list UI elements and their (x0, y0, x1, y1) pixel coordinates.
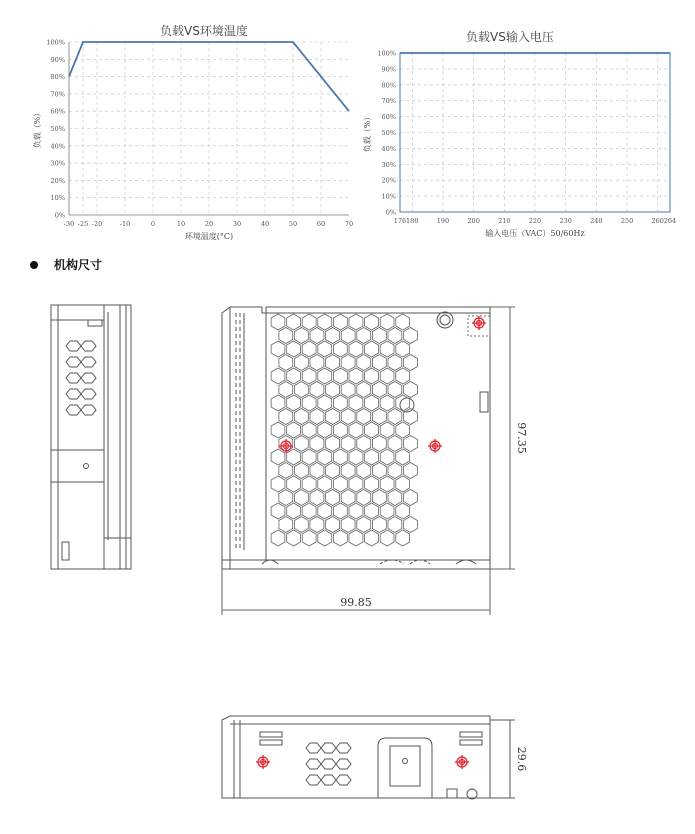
hex-vent (287, 395, 301, 411)
hex-vent (349, 449, 363, 465)
hex-vent (341, 490, 355, 506)
hex-vent (333, 395, 347, 411)
hex-vent (365, 476, 379, 492)
hex-vent (333, 449, 347, 465)
hex-vent (287, 530, 301, 546)
hex-vent (287, 314, 301, 330)
hex-vent (372, 382, 386, 398)
hex-vent (302, 395, 316, 411)
x-tick-label: 60 (316, 220, 326, 228)
mount-hole-icon (468, 316, 490, 336)
x-axis-label: 输入电压（VAC）50/60Hz (485, 229, 585, 238)
y-tick-label: 30% (381, 160, 396, 169)
hex-vent (318, 341, 332, 357)
hex-vent (333, 368, 347, 384)
x-tick-label: 20 (204, 220, 214, 228)
x-tick-label: 210 (498, 217, 511, 225)
hex-vent (357, 463, 371, 479)
hex-vent (326, 355, 340, 371)
x-tick-label: 264 (663, 217, 677, 225)
hex-vent (302, 341, 316, 357)
hex-vent (372, 328, 386, 344)
hex-vent (388, 463, 402, 479)
hex-vent (396, 368, 410, 384)
y-tick-label: 100% (46, 38, 65, 47)
hex-vent (349, 476, 363, 492)
hex-vent (326, 436, 340, 452)
hex-vent (318, 530, 332, 546)
y-tick-label: 50% (381, 129, 396, 137)
hex-vent (341, 463, 355, 479)
hex-vent (318, 476, 332, 492)
hex-vent (349, 341, 363, 357)
x-tick-label: 230 (559, 217, 572, 225)
hex-vent (357, 355, 371, 371)
side-hex-pattern (66, 341, 96, 415)
hex-vent (380, 503, 394, 519)
y-axis-label: 负载（%） (363, 112, 372, 153)
hex-vent (365, 530, 379, 546)
hex-vent (341, 355, 355, 371)
hex-vent (318, 314, 332, 330)
x-tick-label: 220 (528, 217, 542, 225)
x-axis-label: 环境温度(°C) (184, 232, 234, 241)
hex-vent (271, 368, 285, 384)
hex-vent (365, 449, 379, 465)
hex-vent (326, 409, 340, 425)
hex-vent (302, 503, 316, 519)
hex-vent (326, 490, 340, 506)
hex-vent (372, 463, 386, 479)
hex-vent (271, 341, 285, 357)
hex-vent (388, 409, 402, 425)
hex-vent (271, 530, 285, 546)
hex-vent (326, 517, 340, 533)
hex-vent (326, 463, 340, 479)
y-tick-label: 40% (50, 142, 65, 151)
hex-vent (349, 368, 363, 384)
hex-vent (380, 368, 394, 384)
dimension-width: 99.85 (340, 596, 372, 609)
y-tick-label: 10% (50, 194, 65, 203)
hex-vent (404, 355, 418, 371)
hex-vent (396, 503, 410, 519)
hex-vent (295, 517, 309, 533)
hex-vent (302, 476, 316, 492)
hex-vent (380, 422, 394, 438)
y-tick-label: 90% (381, 65, 396, 74)
hex-vent (404, 463, 418, 479)
y-axis-label: 负载（%） (33, 108, 42, 149)
hex-vent (341, 517, 355, 533)
x-tick-label: -25 (77, 220, 89, 228)
top-hex-pattern (306, 743, 351, 785)
hex-vent (396, 530, 410, 546)
hex-vent (310, 490, 324, 506)
y-tick-label: 40% (381, 144, 396, 153)
hex-vent (349, 314, 363, 330)
hex-vent (279, 517, 293, 533)
hex-vent (318, 368, 332, 384)
hex-vent (318, 503, 332, 519)
hex-vent (365, 422, 379, 438)
y-tick-label: 90% (50, 55, 65, 64)
x-tick-label: 10 (176, 220, 186, 228)
hex-vent (357, 490, 371, 506)
hex-vent (357, 382, 371, 398)
hex-vent (333, 314, 347, 330)
hex-vent (318, 449, 332, 465)
y-tick-label: 80% (381, 81, 396, 90)
hex-vent (287, 341, 301, 357)
hex-vent (271, 503, 285, 519)
hex-vent (388, 517, 402, 533)
chart2-title: 负载VS输入电压 (466, 30, 554, 44)
side-view (51, 305, 131, 569)
hex-vent (388, 355, 402, 371)
hex-vent (279, 355, 293, 371)
hex-vent (318, 395, 332, 411)
hex-vent (357, 328, 371, 344)
hex-vent (365, 314, 379, 330)
hex-vent (380, 395, 394, 411)
hex-vent (404, 436, 418, 452)
hex-vent (279, 463, 293, 479)
hex-vent (287, 449, 301, 465)
hex-vent (326, 328, 340, 344)
hex-vent (349, 530, 363, 546)
y-tick-label: 80% (50, 73, 65, 82)
hex-vent (372, 409, 386, 425)
hex-vent (349, 395, 363, 411)
hex-vent (302, 422, 316, 438)
y-tick-label: 10% (381, 192, 396, 201)
x-tick-label: -10 (119, 220, 131, 228)
hex-vent (279, 409, 293, 425)
load-vs-temperature-chart (0, 0, 370, 250)
hex-vent (365, 341, 379, 357)
load-vs-input-voltage-chart (355, 0, 695, 250)
hex-vent (349, 503, 363, 519)
hex-vent (295, 382, 309, 398)
chart1-title: 负载VS环境温度 (160, 24, 248, 38)
hex-vent (295, 409, 309, 425)
hex-vent (341, 436, 355, 452)
hex-vent (365, 395, 379, 411)
hex-vent (388, 490, 402, 506)
y-tick-label: 100% (377, 49, 396, 58)
hex-vent (295, 436, 309, 452)
hex-vent (310, 463, 324, 479)
y-tick-label: 20% (381, 176, 396, 185)
hex-vent (341, 328, 355, 344)
x-tick-label: 30 (232, 220, 242, 228)
mount-hole-icon (428, 439, 442, 453)
hex-vent (310, 436, 324, 452)
hex-vent (388, 382, 402, 398)
hex-vent (341, 409, 355, 425)
dimension-depth: 29.6 (515, 746, 528, 772)
hex-vent (333, 530, 347, 546)
x-tick-label: 250 (620, 217, 634, 225)
hex-vent (271, 422, 285, 438)
hex-vent (404, 490, 418, 506)
hex-vent (404, 382, 418, 398)
hex-vent (302, 530, 316, 546)
hex-vent (295, 463, 309, 479)
x-tick-label: 70 (344, 220, 354, 228)
hex-vent (302, 368, 316, 384)
x-tick-label: -30 (63, 220, 75, 228)
x-tick-label: 176 (393, 217, 407, 225)
hex-vent (396, 314, 410, 330)
hex-vent (310, 355, 324, 371)
hex-vent (380, 314, 394, 330)
hex-vent (333, 476, 347, 492)
hex-vent (287, 503, 301, 519)
hex-vent (287, 476, 301, 492)
y-tick-label: 70% (50, 90, 65, 99)
hex-vent (404, 328, 418, 344)
section-heading-text: 机构尺寸 (54, 258, 103, 272)
y-tick-label: 70% (381, 97, 396, 106)
hex-vent (271, 395, 285, 411)
x-tick-label: 180 (406, 217, 419, 225)
hex-vent (326, 382, 340, 398)
x-tick-label: 260 (651, 217, 664, 225)
hex-vent (396, 341, 410, 357)
hex-vent (388, 436, 402, 452)
hex-vent (404, 517, 418, 533)
hex-vent (396, 449, 410, 465)
hex-vent (302, 449, 316, 465)
y-tick-label: 30% (50, 159, 65, 168)
hex-vent (396, 476, 410, 492)
hex-vent (372, 355, 386, 371)
hex-vent (310, 409, 324, 425)
x-tick-label: 190 (436, 217, 450, 225)
y-tick-label: 0% (385, 208, 396, 217)
hex-vent (372, 490, 386, 506)
hex-vent (279, 490, 293, 506)
hex-vent (341, 382, 355, 398)
hex-vent (380, 530, 394, 546)
hex-vent (372, 517, 386, 533)
hex-vent (333, 422, 347, 438)
hex-vent (357, 436, 371, 452)
hex-vent (310, 382, 324, 398)
x-tick-label: -20 (91, 220, 103, 228)
hex-vent (271, 449, 285, 465)
hex-vent (310, 517, 324, 533)
front-hex-pattern (271, 314, 417, 546)
x-tick-label: 0 (150, 220, 156, 228)
hex-vent (388, 328, 402, 344)
hex-vent (365, 368, 379, 384)
hex-vent (279, 382, 293, 398)
mechanical-dimensions-heading (30, 256, 102, 273)
hex-vent (365, 503, 379, 519)
hex-vent (279, 328, 293, 344)
mechanical-drawing (0, 280, 695, 834)
hex-vent (380, 476, 394, 492)
x-tick-label: 40 (260, 220, 270, 228)
y-tick-label: 20% (50, 176, 65, 185)
x-tick-label: 200 (467, 217, 480, 225)
hex-vent (333, 503, 347, 519)
mount-hole-icon (455, 755, 469, 769)
hex-vent (357, 517, 371, 533)
hex-vent (349, 422, 363, 438)
x-tick-label: 50 (288, 220, 298, 228)
hex-vent (357, 409, 371, 425)
hex-vent (295, 355, 309, 371)
hex-vent (380, 341, 394, 357)
hex-vent (372, 436, 386, 452)
hex-vent (396, 395, 410, 411)
y-tick-label: 50% (50, 125, 65, 133)
x-tick-label: 240 (590, 217, 603, 225)
hex-vent (380, 449, 394, 465)
hex-vent (295, 328, 309, 344)
y-tick-label: 60% (50, 107, 65, 116)
y-tick-label: 60% (381, 113, 396, 122)
hex-vent (302, 314, 316, 330)
y-tick-label: 0% (54, 211, 65, 220)
hex-vent (271, 314, 285, 330)
bullet-icon (30, 261, 38, 269)
hex-vent (310, 328, 324, 344)
hex-vent (287, 368, 301, 384)
hex-vent (333, 341, 347, 357)
hex-vent (271, 476, 285, 492)
hex-vent (396, 422, 410, 438)
mount-hole-icon (256, 755, 270, 769)
hex-vent (287, 422, 301, 438)
dimension-height: 97.35 (515, 422, 528, 454)
hex-vent (295, 490, 309, 506)
hex-vent (318, 422, 332, 438)
